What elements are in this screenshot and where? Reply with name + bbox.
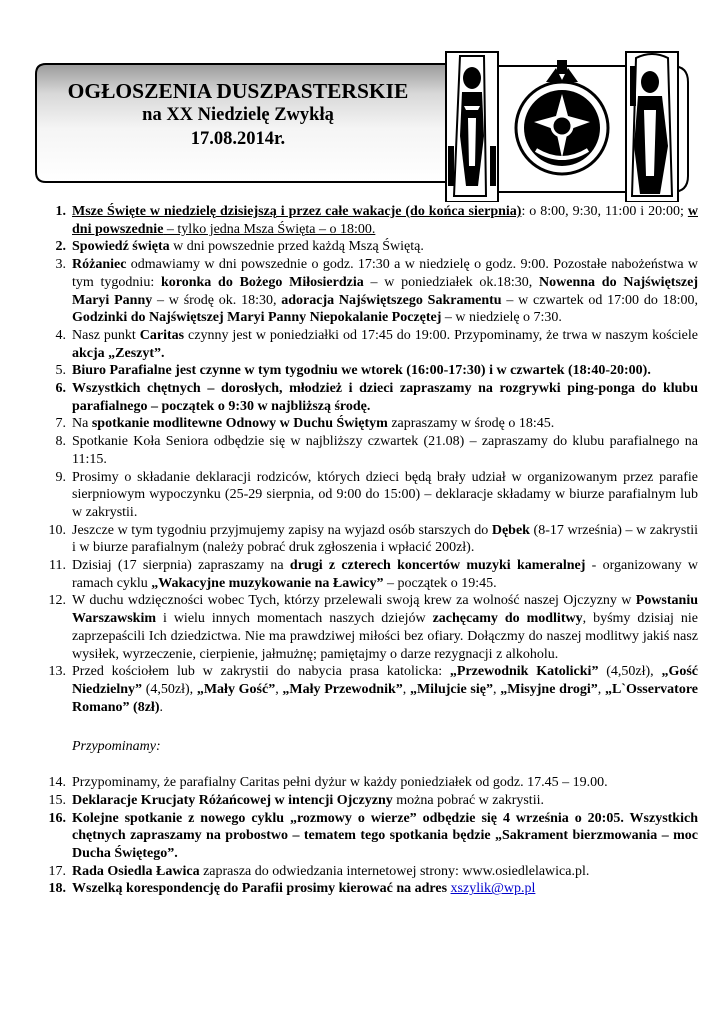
item-text <box>72 863 698 881</box>
item-segment: Przypominamy, że parafialny Caritas pełni dyżur w każdy poniedziałek od godz. 17.45 – 19.00. <box>72 775 608 791</box>
announcement-item <box>30 327 698 362</box>
item-number: 6. <box>55 381 66 397</box>
item-number: 8. <box>55 434 66 450</box>
item-segment: Jeszcze w tym tygodniu przyjmujemy zapisy na wyjazd osób starszych do <box>72 522 492 538</box>
item-text <box>72 880 698 898</box>
announcement-item <box>30 810 698 863</box>
item-segment: , <box>597 681 605 697</box>
announcement-item <box>30 433 698 468</box>
item-number: 9. <box>55 469 66 485</box>
item-segment: Prosimy o składanie deklaracji rodziców, których dzieci będą brały udział w organizowanym przez parafie sierpniowym wypoczynku (25-29 sierpnia, od 9:00 do 15:00) – deklaracje składamy w biurze parafialnym lub w zakrystii. <box>72 469 698 520</box>
item-segment: , <box>275 681 283 697</box>
item-segment: – w niedzielę o 7:30. <box>441 310 562 326</box>
announcement-item <box>30 203 698 238</box>
item-segment: „Mały Gość” <box>196 681 276 697</box>
item-segment: „Mały Przewodnik” <box>282 681 403 697</box>
announcement-item <box>30 380 698 415</box>
announcement-item <box>30 469 698 522</box>
item-segment: (8-17 września) – w zakrystii i w biurze parafialnym (należy pobrać druk zgłoszenia i wpłacić 200zł). <box>72 522 699 556</box>
item-number: 2. <box>55 239 66 255</box>
item-text <box>72 433 698 468</box>
item-segment: i wielu innych momentach naszych dziejów <box>156 611 433 627</box>
item-segment: (4,50zł), <box>142 681 197 697</box>
header-banner <box>34 62 449 184</box>
page-subtitle: na XX Niedzielę Zwykłą <box>142 105 334 125</box>
item-segment: , byśmy dzisiaj nie zaprzepaścili Ich dziedzictwa. Nie ma prawdziwej miłości bez ofiary. Dołączmy do naszej modlitwy jakiś nasz wysiłek, wyrzeczenie, cierpienie, jałmużnę; pamiętajmy o darze rezygnacji z alkoholu. <box>72 611 698 662</box>
item-segment: Biuro Parafialne jest czynne w tym tygodniu we wtorek (16:00-17:30) i w czwartek (18:40-20:00). <box>72 363 651 379</box>
item-segment: Spowiedź święta <box>72 239 170 255</box>
announcement-item <box>30 238 698 256</box>
item-segment: Kolejne spotkanie z nowego cyklu „rozmowy o wierze” odbędzie się 4 września o 20:05. Wszystkich chętnych zapraszamy na probostwo – tematem tego spotkania będzie „Sakrament bierzmowania – moc Ducha Świętego”. <box>72 810 698 861</box>
announcement-item <box>30 256 698 327</box>
item-segment: – w poniedziałek ok.18:30, <box>363 274 540 290</box>
item-segment: można pobrać w zakrystii. <box>392 792 544 808</box>
religious-emblem-icon <box>440 46 690 202</box>
item-segment: W duchu wdzięczności wobec Tych, którzy przelewali swoją krew za wolność naszej Ojczyzny w <box>72 593 636 609</box>
item-number: 17. <box>48 863 66 879</box>
item-segment: Godzinki do Najświętszej Maryi Panny Niepokalanie Poczętej <box>72 310 442 326</box>
item-text <box>72 256 698 327</box>
item-number: 15. <box>48 792 66 808</box>
item-number: 4. <box>55 327 66 343</box>
item-segment: koronka do Bożego Miłosierdzia <box>160 274 364 290</box>
item-text <box>72 380 698 415</box>
announcement-item <box>30 792 698 810</box>
item-number: 16. <box>48 810 66 826</box>
item-segment: Powstaniu Warszawskim <box>72 593 698 627</box>
item-segment: , <box>492 681 501 697</box>
announcement-item <box>30 557 698 592</box>
item-text <box>72 362 698 380</box>
item-segment: zachęcamy do modlitwy <box>432 611 583 627</box>
reminder-heading: Przypominamy: <box>72 739 161 755</box>
item-segment: „Gość Niedzielny” <box>72 664 698 697</box>
item-text <box>72 238 698 256</box>
item-text <box>72 469 698 522</box>
item-segment: Spotkanie Koła Seniora odbędzie się w najbliższy czwartek (21.08) – zapraszamy do klubu parafialnego na 11:15. <box>72 434 698 467</box>
announcement-item <box>30 362 698 380</box>
item-segment: w dni powszednie <box>72 204 698 237</box>
item-text <box>72 774 698 792</box>
page-date: 17.08.2014r. <box>190 129 286 149</box>
item-segment: Na <box>72 416 92 432</box>
item-segment: „Przewodnik Katolicki” <box>449 664 599 680</box>
item-segment: : o 8:00, 9:30, 11:00 i 20:00; <box>521 204 688 219</box>
announcement-item <box>30 880 698 898</box>
item-segment: Msze Święte w niedzielę dzisiejszą i przez całe wakacje (do końca sierpnia) <box>72 204 522 219</box>
item-text <box>72 557 698 592</box>
item-number: 13. <box>48 664 66 680</box>
item-segment: „L`Osservatore Romano” (8zł) <box>72 681 699 715</box>
item-segment: , <box>402 681 410 697</box>
announcement-item <box>30 774 698 792</box>
item-number: 12. <box>48 593 66 609</box>
item-number: 1. <box>55 204 66 219</box>
item-segment: „Milujcie się” <box>409 681 493 697</box>
announcement-item <box>30 663 698 716</box>
email-link[interactable]: xszylik@wp.pl <box>450 881 536 897</box>
item-segment: adoracja Najświętszego Sakramentu <box>281 292 502 308</box>
item-text <box>72 792 698 810</box>
item-segment: – początek o 19:45. <box>383 575 497 591</box>
item-number: 18. <box>48 881 66 897</box>
item-segment: Różaniec <box>72 257 127 273</box>
item-segment: Nowenna do Najświętszej Maryi Panny <box>72 274 698 308</box>
item-segment: Nasz punkt <box>72 327 140 343</box>
item-segment: „Misyjne drogi” <box>500 681 598 697</box>
item-text <box>72 522 698 557</box>
item-segment: akcja „Zeszyt”. <box>72 345 165 361</box>
item-segment: Dębek <box>491 522 530 538</box>
item-segment: odmawiamy w dni powszednie o godz. 17:30 a w niedzielę o godz. 9:00. Pozostałe nabożeństwa w tym tygodniu: <box>72 257 698 290</box>
item-segment: Caritas <box>139 327 185 343</box>
item-number: 14. <box>48 775 66 791</box>
item-number: 10. <box>48 522 66 538</box>
announcement-item <box>30 522 698 557</box>
item-number: 3. <box>55 257 66 273</box>
item-segment: Deklaracje Krucjaty Różańcowej w intencji Ojczyzny <box>72 792 393 808</box>
announcements-list <box>30 203 698 898</box>
item-segment: drugi z czterech koncertów muzyki kameralnej <box>289 558 586 574</box>
item-number: 11. <box>49 558 66 574</box>
announcement-item <box>30 592 698 663</box>
item-segment: Wszystkich chętnych – dorosłych, młodzież i dzieci zapraszamy na rozgrywki ping-ponga do klubu parafialnego – początek o 9:30 w najbliższą środę. <box>72 381 698 414</box>
item-text <box>72 203 698 238</box>
item-segment: Wszelką korespondencję do Parafii prosimy kierować na adres <box>72 881 451 897</box>
item-number: 5. <box>55 363 66 379</box>
item-text <box>72 810 698 863</box>
item-segment: Rada Osiedla Ławica <box>72 863 200 879</box>
item-segment: – tylko jedna Msza Święta – o 18:00. <box>163 221 376 237</box>
spacer <box>30 756 698 774</box>
item-segment: zapraszamy w środę o 18:45. <box>387 416 555 432</box>
item-number: 7. <box>55 416 66 432</box>
item-text <box>72 592 698 663</box>
item-segment: „Wakacyjne muzykowanie na Ławicy” <box>151 575 384 591</box>
announcement-item <box>30 863 698 881</box>
announcement-item <box>30 415 698 433</box>
spacer <box>30 716 698 738</box>
page-title: OGŁOSZENIA DUSZPASTERSKIE <box>67 79 409 103</box>
item-segment: – w środę ok. 18:30, <box>152 292 282 308</box>
item-segment: w dni powszednie przed każdą Mszą Świętą. <box>169 239 424 255</box>
item-segment: Dzisiaj (17 sierpnia) zapraszamy na <box>72 558 290 574</box>
item-segment: Przed kościołem lub w zakrystii do nabycia prasa katolicka: <box>72 664 450 680</box>
item-segment: zaprasza do odwiedzania internetowej strony: www.osiedlelawica.pl. <box>199 863 590 879</box>
item-segment: . <box>159 699 163 715</box>
item-text <box>72 663 698 716</box>
item-segment: – w czwartek od 17:00 do 18:00, <box>501 292 698 308</box>
item-segment: spotkanie modlitewne Odnowy w Duchu Świętym <box>91 416 388 432</box>
item-segment: (4,50zł), <box>598 664 662 680</box>
item-segment: - organizowany w ramach cyklu <box>72 558 698 591</box>
item-segment: czynny jest w poniedziałki od 17:45 do 19:00. Przypominamy, że trwa w naszym kościele <box>184 327 698 343</box>
item-text <box>72 415 698 433</box>
item-text <box>72 327 698 362</box>
